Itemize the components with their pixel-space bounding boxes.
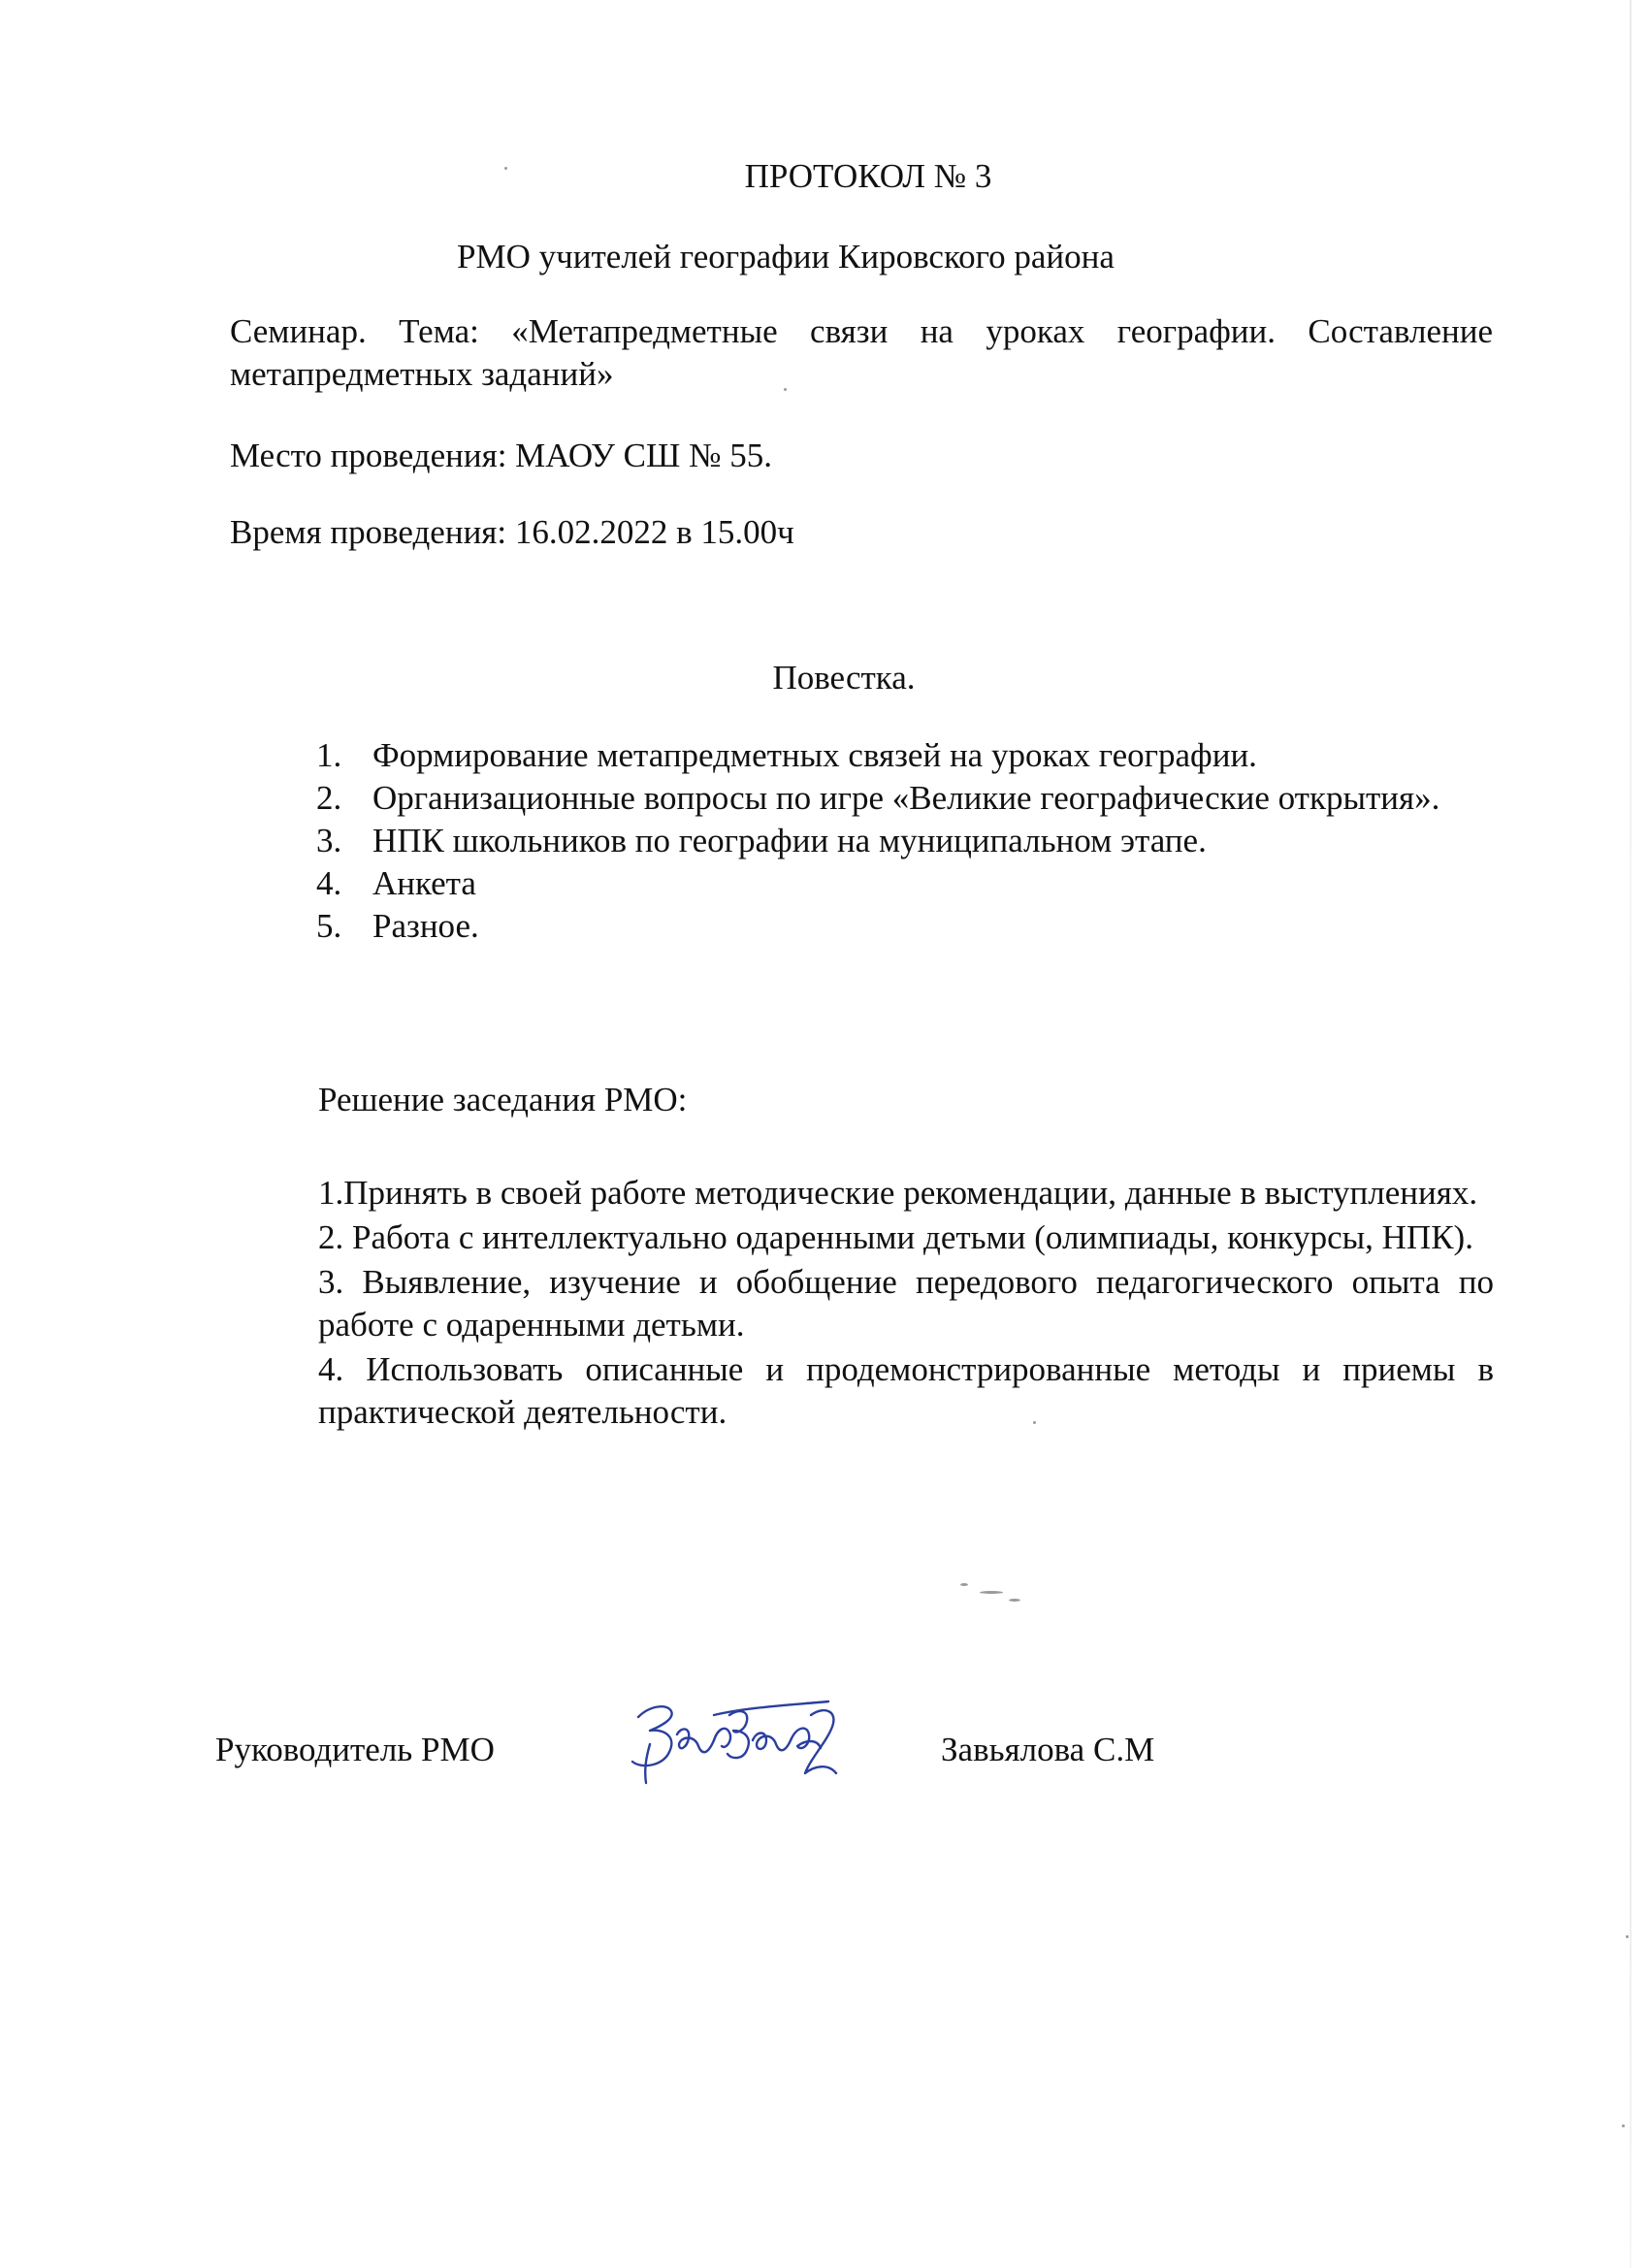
agenda-item-number: 3. [316,822,342,859]
decision-item: 3. Выявление, изучение и обобщение передового педагогического опыта по работе с одаренными детьми. [318,1263,1494,1344]
agenda-item [316,734,1494,777]
signature-strokes [632,1701,836,1783]
agenda-item-text: Формирование метапредметных связей на уроках географии. [372,736,1257,774]
agenda-item-text: Разное. [372,907,479,945]
scan-speck [1009,1599,1020,1602]
agenda-list [316,734,1494,948]
agenda-item-number: 1. [316,736,342,774]
protocol-title: ПРОТОКОЛ № 3 [744,157,992,195]
agenda-item-text: Организационные вопросы по игре «Великие географические открытия». [372,779,1440,817]
venue-line: Место проведения: МАОУ СШ № 55. [230,437,772,474]
scan-edge [1630,0,1632,2268]
agenda-title: Повестка. [772,659,916,697]
agenda-item-text: Анкета [372,864,476,902]
scan-speck [784,388,787,391]
agenda-item-text: НПК школьников по географии на муниципальном этапе. [372,822,1207,859]
protocol-subtitle: РМО учителей географии Кировского района [457,238,1115,275]
time-line: Время проведения: 16.02.2022 в 15.00ч [230,513,794,551]
decision-item: 4. Использовать описанные и продемонстрированные методы и приемы в практической деятельности. [318,1350,1494,1431]
decision-list [318,1172,1494,1436]
seminar-topic: Семинар. Тема: «Метапредметные связи на уроках географии. Составление метапредметных заданий» [230,312,1493,393]
scan-speck [1622,2124,1625,2127]
agenda-item [316,777,1494,820]
signature-name: Завьялова С.М [941,1731,1155,1768]
decision-item: 2. Работа с интеллектуально одаренными детьми (олимпиады, конкурсы, НПК). [318,1218,1473,1256]
signature-role: Руководитель РМО [215,1731,495,1768]
scan-speck [1033,1421,1036,1424]
agenda-item-number: 2. [316,779,342,817]
agenda-item [316,905,1494,948]
agenda-item-number: 5. [316,907,342,945]
decision-title: Решение заседания РМО: [318,1081,688,1118]
scan-speck [980,1591,1003,1594]
agenda-item [316,862,1494,905]
agenda-item [316,820,1494,862]
agenda-item-number: 4. [316,864,342,902]
scan-speck [1626,1935,1629,1938]
decision-item: 1.Принять в своей работе методические рекомендации, данные в выступлениях. [318,1174,1478,1212]
scan-speck [960,1583,968,1586]
handwritten-signature [621,1676,873,1812]
scan-speck [504,167,507,170]
